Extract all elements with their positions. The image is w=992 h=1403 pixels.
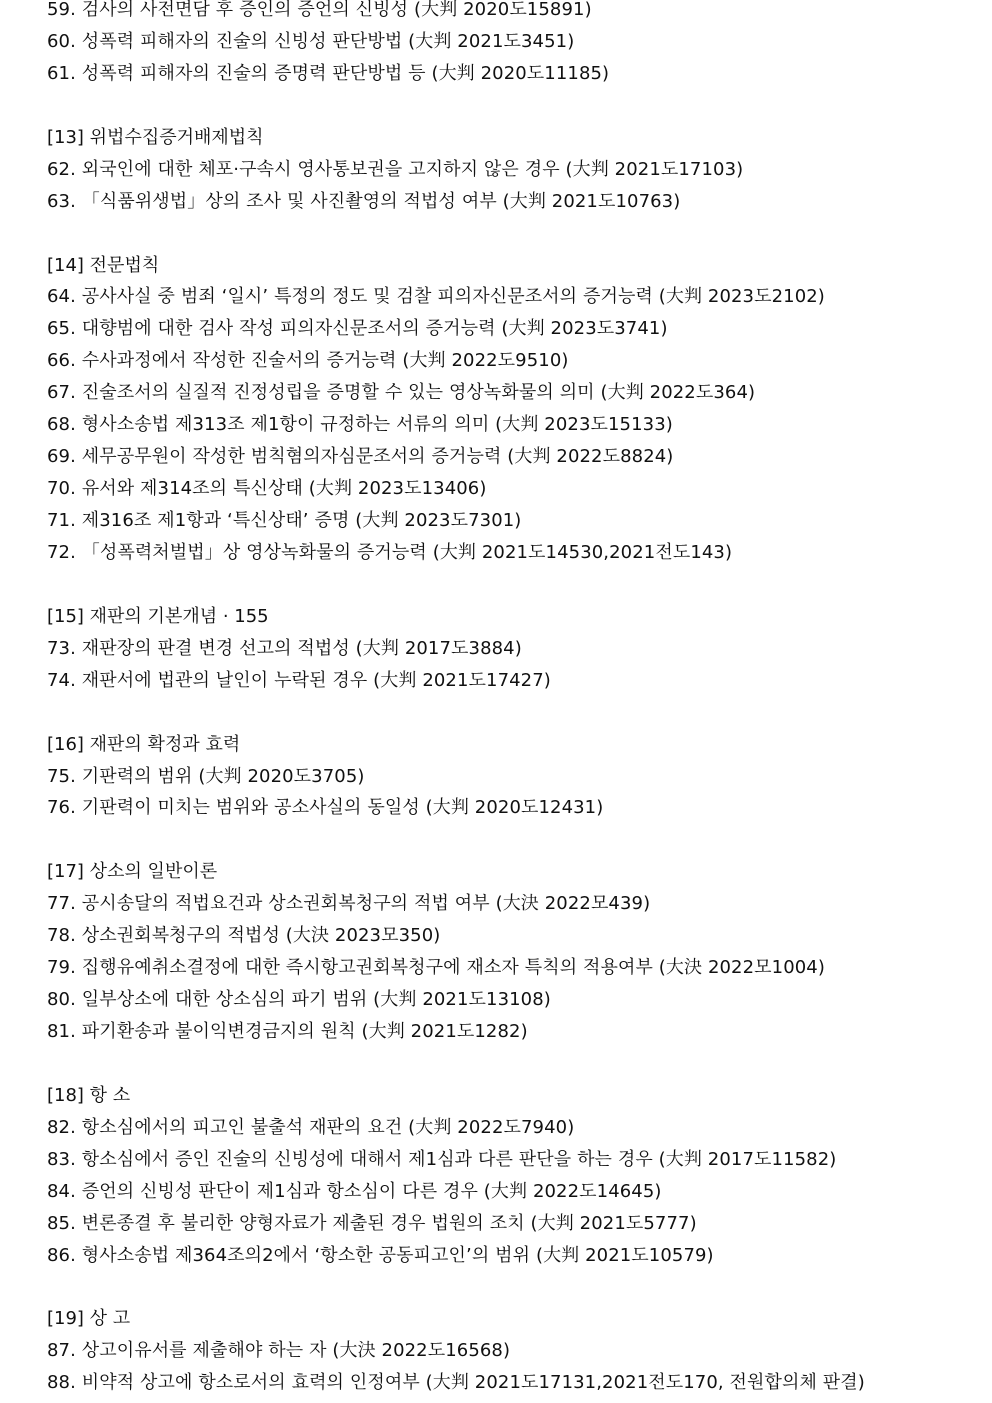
spacer — [47, 697, 977, 729]
list-item: 78. 상소권회복청구의 적법성 (大決 2023모350) — [47, 925, 441, 947]
list-item: 75. 기판력의 범위 (大判 2020도3705) — [47, 765, 365, 787]
section-header: [17] 상소의 일반이론 — [47, 861, 218, 883]
list-item: 74. 재판서에 법관의 날인이 누락된 경우 (大判 2021도17427) — [47, 669, 551, 691]
list-item: 68. 형사소송법 제313조 제1항이 규정하는 서류의 의미 (大判 2023도15133) — [47, 414, 673, 436]
list-item: 83. 항소심에서 증인 진술의 신빙성에 대해서 제1심과 다른 판단을 하는 경우 (大判 2017도11582) — [47, 1148, 837, 1170]
list-item: 87. 상고이유서를 제출해야 하는 자 (大決 2022도16568) — [47, 1340, 511, 1362]
section-header: [15] 재판의 기본개념 · 155 — [47, 605, 269, 627]
list-item: 81. 파기환송과 불이익변경금지의 원칙 (大判 2021도1282) — [47, 1021, 528, 1042]
list-item: 82. 항소심에서의 피고인 불출석 재판의 요건 (大判 2022도7940) — [47, 1116, 575, 1138]
list-item: 67. 진술조서의 실질적 진정성립을 증명할 수 있는 영상녹화물의 의미 (大判 2022도364) — [47, 382, 756, 404]
list-item: 80. 일부상소에 대한 상소심의 파기 범위 (大判 2021도13108) — [47, 989, 551, 1011]
section-header: [14] 전문법칙 — [47, 254, 160, 276]
list-item: 71. 제316조 제1항과 ‘특신상태’ 증명 (大判 2023도7301) — [47, 510, 522, 531]
list-item: 63. 「식품위생법」상의 조사 및 사진촬영의 적법성 여부 (大判 2021도10763) — [47, 190, 681, 212]
list-item: 79. 집행유예취소결정에 대한 즉시항고권회복청구에 재소자 특칙의 적용여부 (大決 2022모1004) — [47, 957, 825, 979]
list-item: 66. 수사과정에서 작성한 진술서의 증거능력 (大判 2022도9510) — [47, 350, 569, 372]
list-item: 70. 유서와 제314조의 특신상태 (大判 2023도13406) — [47, 478, 487, 500]
list-item: 77. 공시송달의 적법요건과 상소권회복청구의 적법 여부 (大決 2022모439) — [47, 893, 651, 915]
section-header: [13] 위법수집증거배제법칙 — [47, 126, 264, 148]
list-item: 73. 재판장의 판결 변경 선고의 적법성 (大判 2017도3884) — [47, 637, 522, 659]
spacer — [47, 569, 977, 601]
spacer — [47, 1272, 977, 1304]
list-item: 72. 「성폭력처벌법」상 영상녹화물의 증거능력 (大判 2021도14530,2021전도143) — [47, 541, 733, 563]
list-item: 59. 검사의 사전면담 후 증인의 증언의 신빙성 (大判 2020도15891) — [47, 0, 592, 20]
document-page — [47, 0, 977, 1399]
list-item: 69. 세무공무원이 작성한 범칙혐의자심문조서의 증거능력 (大判 2022도8824) — [47, 446, 674, 468]
list-item: 61. 성폭력 피해자의 진술의 증명력 판단방법 등 (大判 2020도11185) — [47, 62, 610, 84]
list-item: 60. 성폭력 피해자의 진술의 신빙성 판단방법 (大判 2021도3451) — [47, 30, 575, 52]
list-item: 88. 비약적 상고에 항소로서의 효력의 인정여부 (大判 2021도17131,2021전도170, 전원합의체 판결) — [47, 1372, 865, 1394]
spacer — [47, 90, 977, 122]
section-header: [19] 상 고 — [47, 1308, 131, 1330]
section-header: [18] 항 소 — [47, 1084, 131, 1106]
spacer — [47, 218, 977, 250]
list-item: 76. 기판력이 미치는 범위와 공소사실의 동일성 (大判 2020도12431) — [47, 797, 604, 819]
list-item: 84. 증언의 신빙성 판단이 제1심과 항소심이 다른 경우 (大判 2022도14645) — [47, 1180, 662, 1202]
section-header: [16] 재판의 확정과 효력 — [47, 733, 241, 755]
list-item: 65. 대향범에 대한 검사 작성 피의자신문조서의 증거능력 (大判 2023도3741) — [47, 318, 668, 340]
list-item: 64. 공사사실 중 범죄 ‘일시’ 특정의 정도 및 검찰 피의자신문조서의 증거능력 (大判 2023도2102) — [47, 286, 825, 308]
list-item: 62. 외국인에 대한 체포·구속시 영사통보권을 고지하지 않은 경우 (大判 2021도17103) — [47, 158, 744, 180]
spacer — [47, 1048, 977, 1080]
list-item: 86. 형사소송법 제364조의2에서 ‘항소한 공동피고인’의 범위 (大判 2021도10579) — [47, 1244, 714, 1266]
list-item: 85. 변론종결 후 불리한 양형자료가 제출된 경우 법원의 조치 (大判 2021도5777) — [47, 1212, 697, 1234]
spacer — [47, 824, 977, 856]
